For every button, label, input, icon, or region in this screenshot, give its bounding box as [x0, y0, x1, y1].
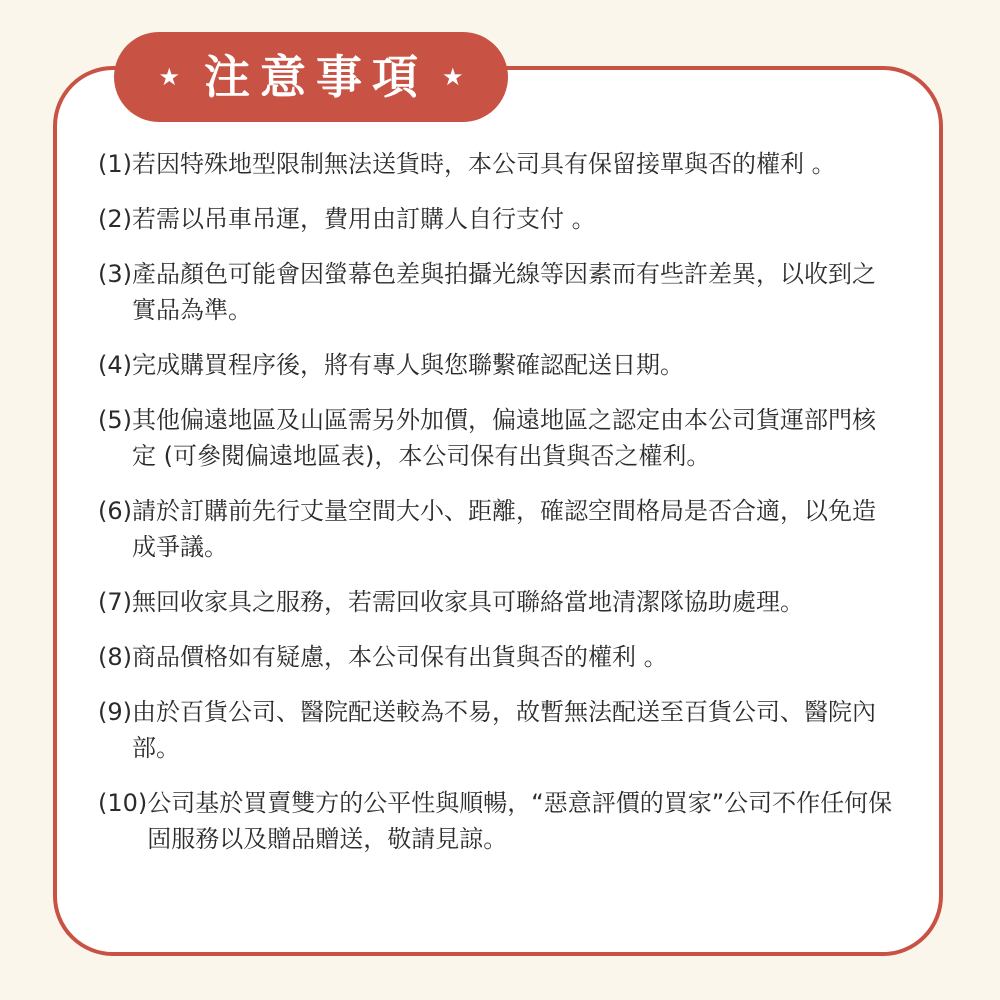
title-banner: [114, 32, 508, 122]
list-item: [98, 402, 898, 474]
list-item: [98, 347, 898, 383]
item-number: (3): [98, 260, 132, 288]
item-text: 完成購買程序後，將有專人與您聯繫確認配送日期。: [132, 351, 684, 379]
list-item: [98, 256, 898, 328]
list-item: [98, 146, 898, 182]
item-text: 由於百貨公司、醫院配送較為不易，故暫無法配送至百貨公司、醫院內部。: [132, 698, 876, 762]
list-item: [98, 694, 898, 766]
item-number: (9): [98, 698, 132, 726]
item-text: 產品顏色可能會因螢幕色差與拍攝光線等因素而有些許差異，以收到之實品為準。: [132, 260, 876, 324]
list-item: [98, 785, 898, 857]
item-text: 商品價格如有疑慮，本公司保有出貨與否的權利 。: [132, 643, 668, 671]
star-icon: ★: [158, 63, 180, 91]
item-text: 其他偏遠地區及山區需另外加價，偏遠地區之認定由本公司貨運部門核定 (可參閱偏遠地區表)，本公司保有出貨與否之權利。: [132, 406, 876, 470]
item-text: 無回收家具之服務，若需回收家具可聯絡當地清潔隊協助處理。: [132, 588, 804, 616]
list-item: [98, 493, 898, 565]
item-number: (7): [98, 588, 132, 616]
item-number: (8): [98, 643, 132, 671]
star-icon: ★: [442, 63, 464, 91]
item-number: (6): [98, 497, 132, 525]
item-text: 請於訂購前先行丈量空間大小、距離，確認空間格局是否合適，以免造成爭議。: [132, 497, 876, 561]
list-item: [98, 201, 898, 237]
page-title: 注意事項: [204, 50, 428, 104]
notes-list: [98, 146, 898, 876]
item-number: (4): [98, 351, 132, 379]
item-number: (10): [98, 789, 148, 817]
item-text: 公司基於買賣雙方的公平性與順暢，“惡意評價的買家”公司不作任何保固服務以及贈品贈送，敬請見諒。: [147, 789, 893, 853]
item-number: (1): [98, 150, 132, 178]
item-text: 若需以吊車吊運，費用由訂購人自行支付 。: [132, 205, 596, 233]
item-number: (5): [98, 406, 132, 434]
item-number: (2): [98, 205, 132, 233]
item-text: 若因特殊地型限制無法送貨時，本公司具有保留接單與否的權利 。: [132, 150, 836, 178]
list-item: [98, 584, 898, 620]
list-item: [98, 639, 898, 675]
